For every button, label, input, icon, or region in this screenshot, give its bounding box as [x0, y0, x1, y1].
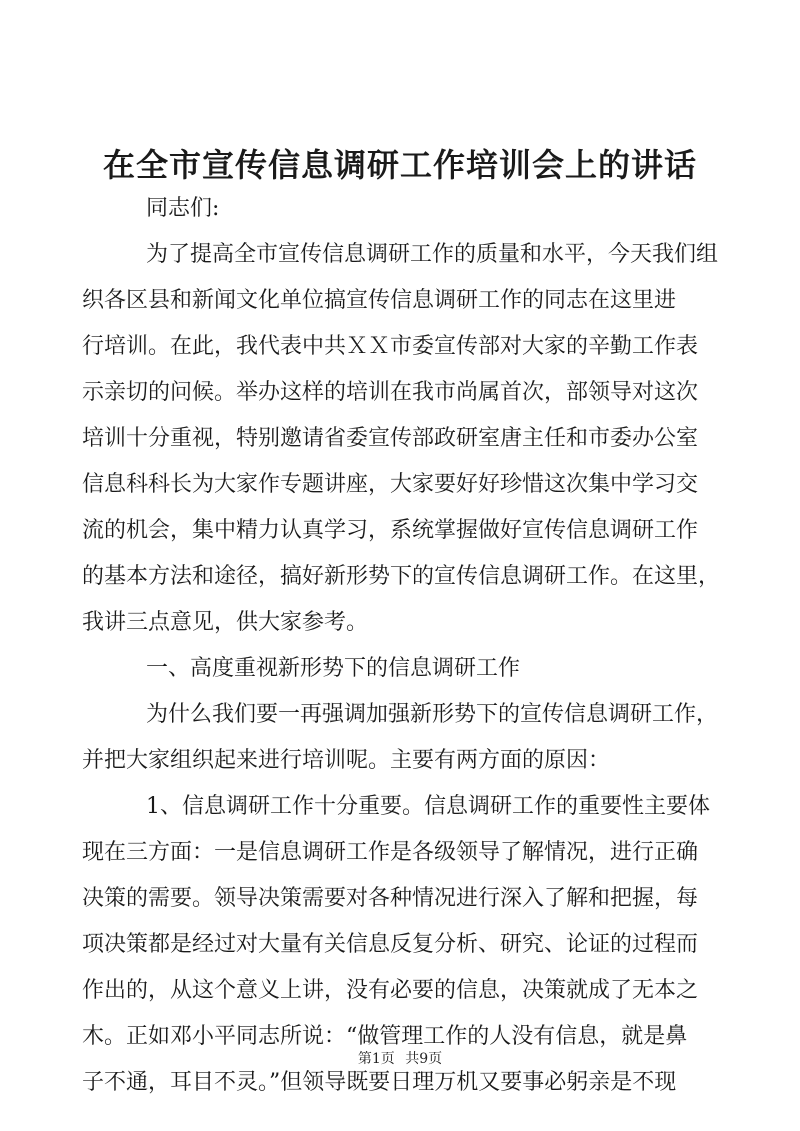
text-line: 我讲三点意见，供大家参考。: [82, 610, 369, 635]
text-line: 子不通，耳目不灵。”但领导既要日理万机又要事必躬亲是不现: [82, 1070, 677, 1095]
text-line: 项决策都是经过对大量有关信息反复分析、研究、论证的过程而: [82, 932, 699, 957]
text-line: 一、高度重视新形势下的信息调研工作: [146, 656, 521, 681]
page-total: 共9页: [405, 1051, 443, 1067]
text-line: 作出的，从这个意义上讲，没有必要的信息，决策就成了无本之: [82, 978, 699, 1003]
text-line: 并把大家组织起来进行培训呢。主要有两方面的原因：: [82, 748, 611, 773]
text-line: 示亲切的问候。举办这样的培训在我市尚属首次，部领导对这次: [82, 380, 699, 405]
text-line: 木。正如邓小平同志所说：“做管理工作的人没有信息，就是鼻: [82, 1024, 688, 1049]
text-line: 行培训。在此，我代表中共ＸＸ市委宣传部对大家的辛勤工作表: [82, 334, 699, 359]
text-line: 同志们:: [146, 196, 220, 221]
text-line: 信息科科长为大家作专题讲座，大家要好好珍惜这次集中学习交: [82, 472, 699, 497]
text-line: 1、信息调研工作十分重要。信息调研工作的重要性主要体: [146, 794, 710, 819]
text-line: 培训十分重视，特别邀请省委宣传部政研室唐主任和市委办公室: [82, 426, 699, 451]
text-line: 织各区县和新闻文化单位搞宣传信息调研工作的同志在这里进: [82, 288, 677, 313]
page-footer: [0, 1048, 800, 1068]
text-line: 决策的需要。领导决策需要对各种情况进行深入了解和把握，每: [82, 886, 699, 911]
text-line: 为什么我们要一再强调加强新形势下的宣传信息调研工作，: [146, 702, 719, 727]
document-body: [82, 186, 722, 1106]
text-line: 的基本方法和途径，搞好新形势下的宣传信息调研工作。在这里，: [82, 564, 721, 589]
text-line: 流的机会，集中精力认真学习，系统掌握做好宣传信息调研工作: [82, 518, 699, 543]
page-number: 第1页: [357, 1051, 395, 1067]
text-line: 为了提高全市宣传信息调研工作的质量和水平，今天我们组: [146, 242, 719, 267]
document-title: 在全市宣传信息调研工作培训会上的讲话: [102, 146, 697, 184]
text-line: 现在三方面：一是信息调研工作是各级领导了解情况，进行正确: [82, 840, 699, 865]
